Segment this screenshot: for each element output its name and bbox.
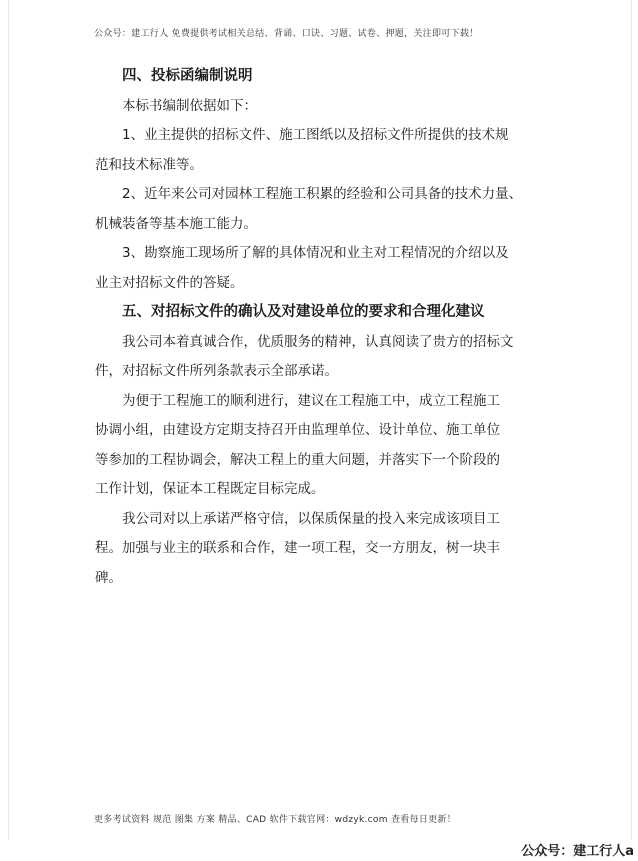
watermark-text: 公众号：建工行人a — [521, 844, 634, 859]
header-note: 公众号：建工行人 免费提供考试相关总结、背诵、口诀、习题、试卷、押题，关注即可下载！ — [94, 29, 479, 39]
paragraph-line: 机械装备等基本施工能力。 — [95, 215, 257, 232]
paragraph-line: 工作计划，保证本工程既定目标完成。 — [95, 481, 325, 497]
paragraph-line: 等参加的工程协调会，解决工程上的重大问题，并落实下一个阶段的 — [95, 451, 500, 468]
paragraph-line: 为便于工程施工的顺利进行，建议在工程施工中，成立工程施工 — [122, 392, 500, 409]
paragraph-line: 碑。 — [95, 569, 122, 586]
paragraph-line: 2、近年来公司对园林工程施工积累的经验和公司具备的技术力量、 — [122, 186, 523, 202]
paragraph-line: 1、业主提供的招标文件、施工图纸以及招标文件所提供的技术规 — [122, 127, 509, 143]
paragraph-line: 范和技术标准等。 — [95, 156, 203, 173]
section-heading-5: 五、对招标文件的确认及对建设单位的要求和合理化建议 — [122, 304, 485, 320]
paragraph-line: 3、勘察施工现场所了解的具体情况和业主对工程情况的介绍以及 — [122, 245, 509, 261]
paragraph-line: 程。加强与业主的联系和合作，建一项工程，交一方朋友，树一块丰 — [95, 540, 500, 556]
document-body — [95, 62, 547, 593]
paragraph-line: 件，对招标文件所列条款表示全部承诺。 — [95, 363, 338, 379]
section-heading-4: 四、投标函编制说明 — [122, 68, 253, 84]
paragraph-line: 本标书编制依据如下： — [122, 97, 257, 114]
footer-note: 更多考试资料 规范 图集 方案 精品、CAD 软件下载官网：wdzyk.com 查看每日更新！ — [94, 815, 457, 825]
paragraph-line: 协调小组，由建设方定期支持召开由监理单位、设计单位、施工单位 — [95, 422, 500, 438]
paragraph-line: 我公司本着真诚合作，优质服务的精神，认真阅读了贵方的招标文 — [122, 333, 514, 350]
paragraph-line: 我公司对以上承诺严格守信，以保质保量的投入来完成该项目工 — [122, 510, 500, 527]
paragraph-line: 业主对招标文件的答疑。 — [95, 274, 244, 291]
